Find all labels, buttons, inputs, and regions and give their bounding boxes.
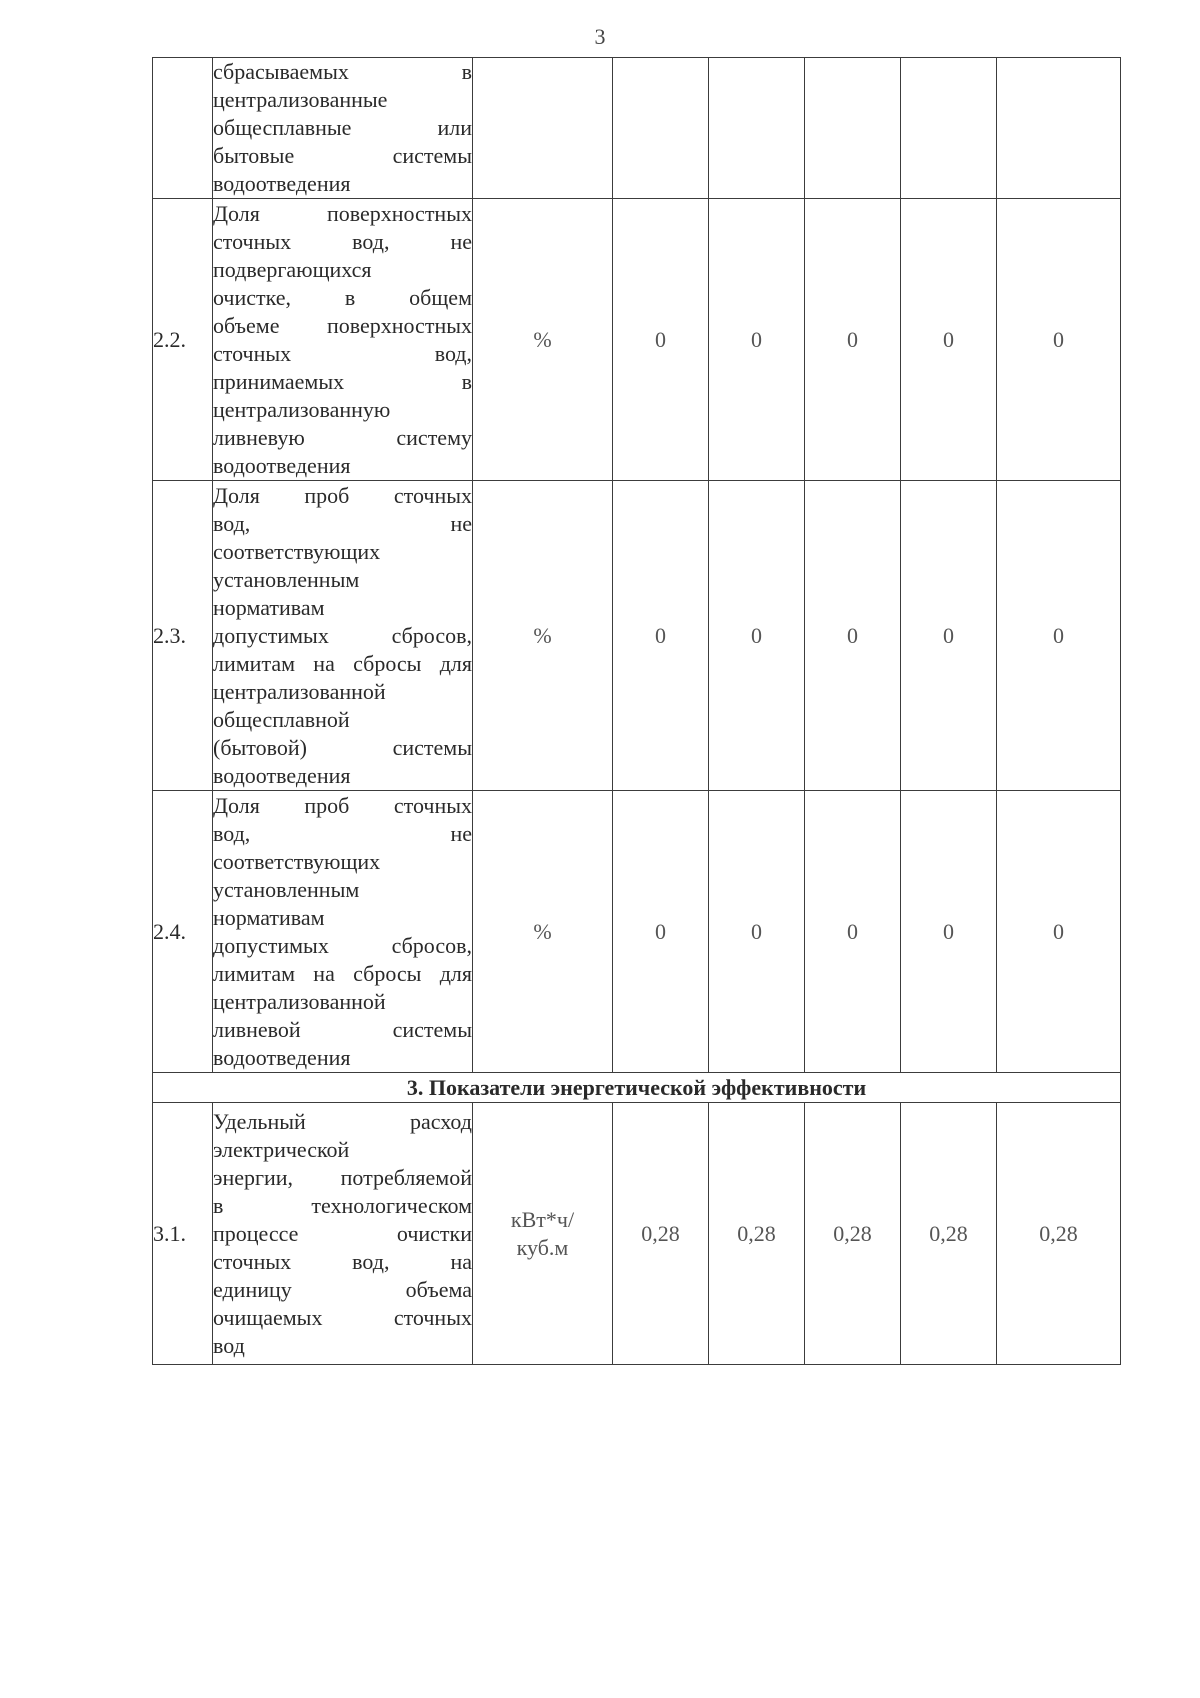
- section-title: 3. Показатели энергетической эффективности: [153, 1073, 1121, 1103]
- desc-line: водоотведения: [213, 452, 351, 478]
- row-number: [153, 58, 213, 199]
- row-value: 0: [613, 481, 709, 791]
- desc-line: установленным: [213, 566, 360, 592]
- desc-line: Доля поверхностных: [213, 200, 472, 226]
- row-value: 0,28: [997, 1103, 1121, 1365]
- row-value: 0,28: [709, 1103, 805, 1365]
- desc-line: сточных вод,: [213, 340, 472, 366]
- row-value: [997, 58, 1121, 199]
- row-value: 0: [901, 199, 997, 481]
- desc-line: централизованные: [213, 87, 388, 112]
- desc-line: вод, не: [213, 510, 472, 536]
- desc-line: централизованной: [213, 988, 386, 1014]
- row-value: 0: [709, 481, 805, 791]
- desc-line: соответствующих: [213, 848, 381, 874]
- desc-line: Доля проб сточных: [213, 792, 472, 818]
- row-unit: %: [473, 791, 613, 1073]
- desc-line: Доля проб сточных: [213, 482, 472, 508]
- desc-line: общесплавной: [213, 706, 350, 732]
- desc-line: принимаемых в: [213, 368, 472, 394]
- row-description: [213, 481, 473, 791]
- desc-line: объеме поверхностных: [213, 312, 472, 338]
- row-value: [613, 58, 709, 199]
- table-row: [153, 58, 1121, 199]
- unit-line: куб.м: [516, 1234, 569, 1260]
- row-value: 0,28: [805, 1103, 901, 1365]
- row-unit: [473, 58, 613, 199]
- row-number: 3.1.: [153, 1103, 213, 1365]
- row-description: [213, 791, 473, 1073]
- row-number: 2.2.: [153, 199, 213, 481]
- row-value: 0: [805, 481, 901, 791]
- desc-line: очищаемых сточных: [213, 1304, 472, 1330]
- desc-line: допустимых сбросов,: [213, 622, 472, 648]
- desc-line: энергии, потребляемой: [213, 1164, 472, 1190]
- row-value: 0,28: [613, 1103, 709, 1365]
- row-value: 0: [997, 199, 1121, 481]
- desc-line: централизованную: [213, 396, 391, 422]
- desc-line: подвергающихся: [213, 256, 372, 282]
- row-value: 0: [613, 199, 709, 481]
- desc-line: процессе очистки: [213, 1220, 472, 1246]
- row-description: [213, 1103, 473, 1365]
- table-body: [153, 58, 1121, 1365]
- desc-line: лимитам на сбросы для: [213, 650, 472, 676]
- desc-line: сточных вод, на: [213, 1248, 472, 1274]
- desc-line: нормативам: [213, 904, 325, 930]
- row-value: 0: [901, 481, 997, 791]
- row-value: [805, 58, 901, 199]
- row-description: [213, 199, 473, 481]
- desc-line: водоотведения: [213, 762, 351, 788]
- section-header-row: [153, 1073, 1121, 1103]
- row-value: 0: [805, 791, 901, 1073]
- table-row: [153, 199, 1121, 481]
- desc-line: ливневую систему: [213, 424, 472, 450]
- desc-line: электрической: [213, 1136, 350, 1162]
- desc-line: сточных вод, не: [213, 228, 472, 254]
- unit-line: кВт*ч/: [510, 1206, 575, 1232]
- desc-line: очистке, в общем: [213, 284, 472, 310]
- desc-line: установленным: [213, 876, 360, 902]
- row-value: 0: [997, 481, 1121, 791]
- row-unit: %: [473, 199, 613, 481]
- row-value: 0: [805, 199, 901, 481]
- desc-line: соответствующих: [213, 538, 381, 564]
- desc-line: водоотведения: [213, 1044, 351, 1070]
- row-value: [901, 58, 997, 199]
- desc-line: (бытовой) системы: [213, 734, 472, 760]
- row-unit: %: [473, 481, 613, 791]
- indicators-table: [152, 57, 1121, 1365]
- row-value: 0: [997, 791, 1121, 1073]
- table-row: [153, 481, 1121, 791]
- row-value: 0,28: [901, 1103, 997, 1365]
- page-number: 3: [594, 24, 606, 49]
- desc-line: бытовые системы: [213, 143, 472, 168]
- desc-line: лимитам на сбросы для: [213, 960, 472, 986]
- row-value: 0: [709, 791, 805, 1073]
- desc-line: вод, не: [213, 820, 472, 846]
- row-value: 0: [709, 199, 805, 481]
- table-row: [153, 1103, 1121, 1365]
- row-unit: [473, 1103, 613, 1365]
- row-value: 0: [613, 791, 709, 1073]
- desc-line: общесплавные или: [213, 115, 472, 140]
- row-value: [709, 58, 805, 199]
- desc-line: допустимых сбросов,: [213, 932, 472, 958]
- desc-line: водоотведения: [213, 171, 351, 196]
- desc-line: централизованной: [213, 678, 386, 704]
- desc-line: в технологическом: [213, 1192, 472, 1218]
- desc-line: единицу объема: [213, 1276, 472, 1302]
- row-value: 0: [901, 791, 997, 1073]
- row-number: 2.3.: [153, 481, 213, 791]
- desc-line: сбрасываемых в: [213, 59, 472, 84]
- desc-line: нормативам: [213, 594, 325, 620]
- desc-line: вод: [213, 1332, 245, 1358]
- desc-line: Удельный расход: [213, 1108, 472, 1134]
- row-number: 2.4.: [153, 791, 213, 1073]
- desc-line: ливневой системы: [213, 1016, 472, 1042]
- row-description: [213, 58, 473, 199]
- table-row: [153, 791, 1121, 1073]
